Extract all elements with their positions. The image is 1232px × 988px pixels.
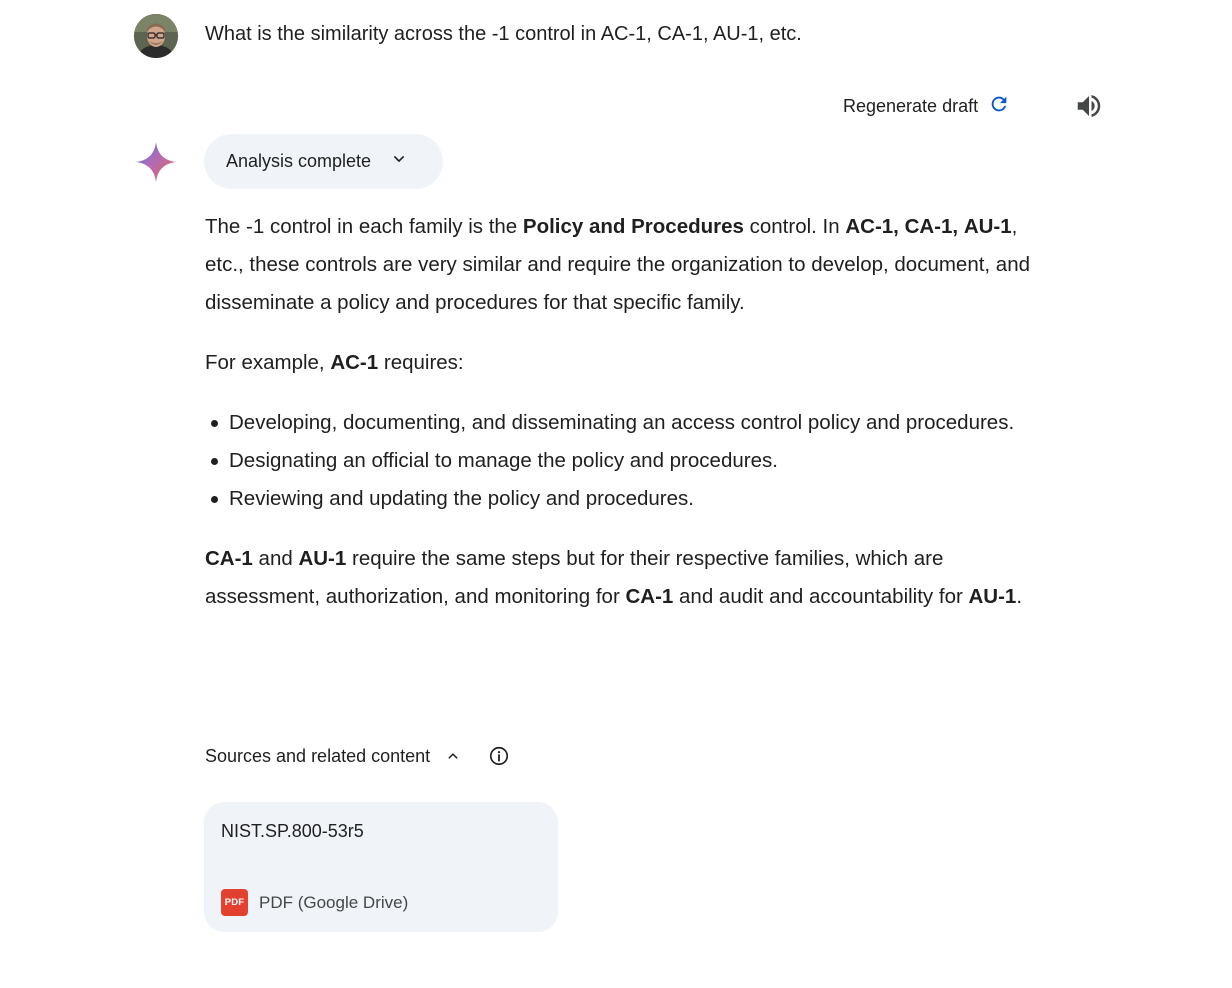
text-run: For example,: [205, 351, 331, 374]
text-run: require the same steps but for their respective families, which are assessment, authorization, and monitoring for: [205, 547, 944, 608]
refresh-icon: [988, 93, 1010, 120]
chevron-up-icon[interactable]: [444, 747, 462, 765]
text-run: requires:: [378, 351, 464, 374]
bold-text: AU-1: [963, 215, 1012, 238]
text-run: The -1 control in each family is the: [205, 215, 523, 238]
regenerate-draft-button[interactable]: [843, 92, 1010, 120]
bold-text: CA-1: [625, 585, 674, 608]
text-run: .: [1016, 585, 1023, 608]
chevron-down-icon: [389, 149, 409, 174]
response-paragraph-3: [205, 540, 1045, 616]
regenerate-label: Regenerate draft: [843, 95, 979, 116]
user-query-text: What is the similarity across the -1 control in AC-1, CA-1, AU-1, etc.: [205, 23, 802, 45]
text-run: , etc., these controls are very similar and require the organization to develop, document, and disseminate a policy and procedures for that specific family.: [205, 215, 1031, 314]
analysis-label: Analysis complete: [226, 151, 372, 171]
source-type: PDF (Google Drive): [259, 893, 409, 912]
bold-text: AU-1: [968, 585, 1017, 608]
user-avatar[interactable]: [134, 14, 178, 58]
bold-text: AC-1, CA-1,: [845, 215, 959, 238]
list-item: Designating an official to manage the policy and procedures.: [205, 442, 1045, 480]
analysis-complete-toggle[interactable]: [204, 134, 443, 189]
sources-header: [205, 742, 510, 770]
text-run: control. In: [743, 215, 846, 238]
sources-heading: Sources and related content: [205, 745, 431, 766]
response-paragraph-1: [205, 208, 1045, 322]
text-run: and audit and accountability for: [673, 585, 969, 608]
bold-text: AU-1: [298, 547, 347, 570]
bold-text: Policy and Procedures: [522, 215, 744, 238]
info-icon[interactable]: [488, 745, 510, 767]
response-body: [205, 208, 1045, 638]
bold-text: CA-1: [205, 547, 253, 570]
pdf-icon: PDF: [221, 889, 248, 916]
list-item: Reviewing and updating the policy and procedures.: [205, 480, 1045, 518]
text-run: and: [252, 547, 299, 570]
bold-text: AC-1: [330, 351, 379, 374]
response-bullet-list: [205, 404, 1045, 518]
list-item: Developing, documenting, and disseminating an access control policy and procedures.: [205, 404, 1045, 442]
source-card[interactable]: [204, 802, 558, 932]
volume-icon[interactable]: [1073, 90, 1105, 122]
gemini-spark-icon: [134, 140, 178, 184]
response-paragraph-2: [205, 344, 1045, 382]
source-title: NIST.SP.800-53r5: [221, 821, 364, 841]
